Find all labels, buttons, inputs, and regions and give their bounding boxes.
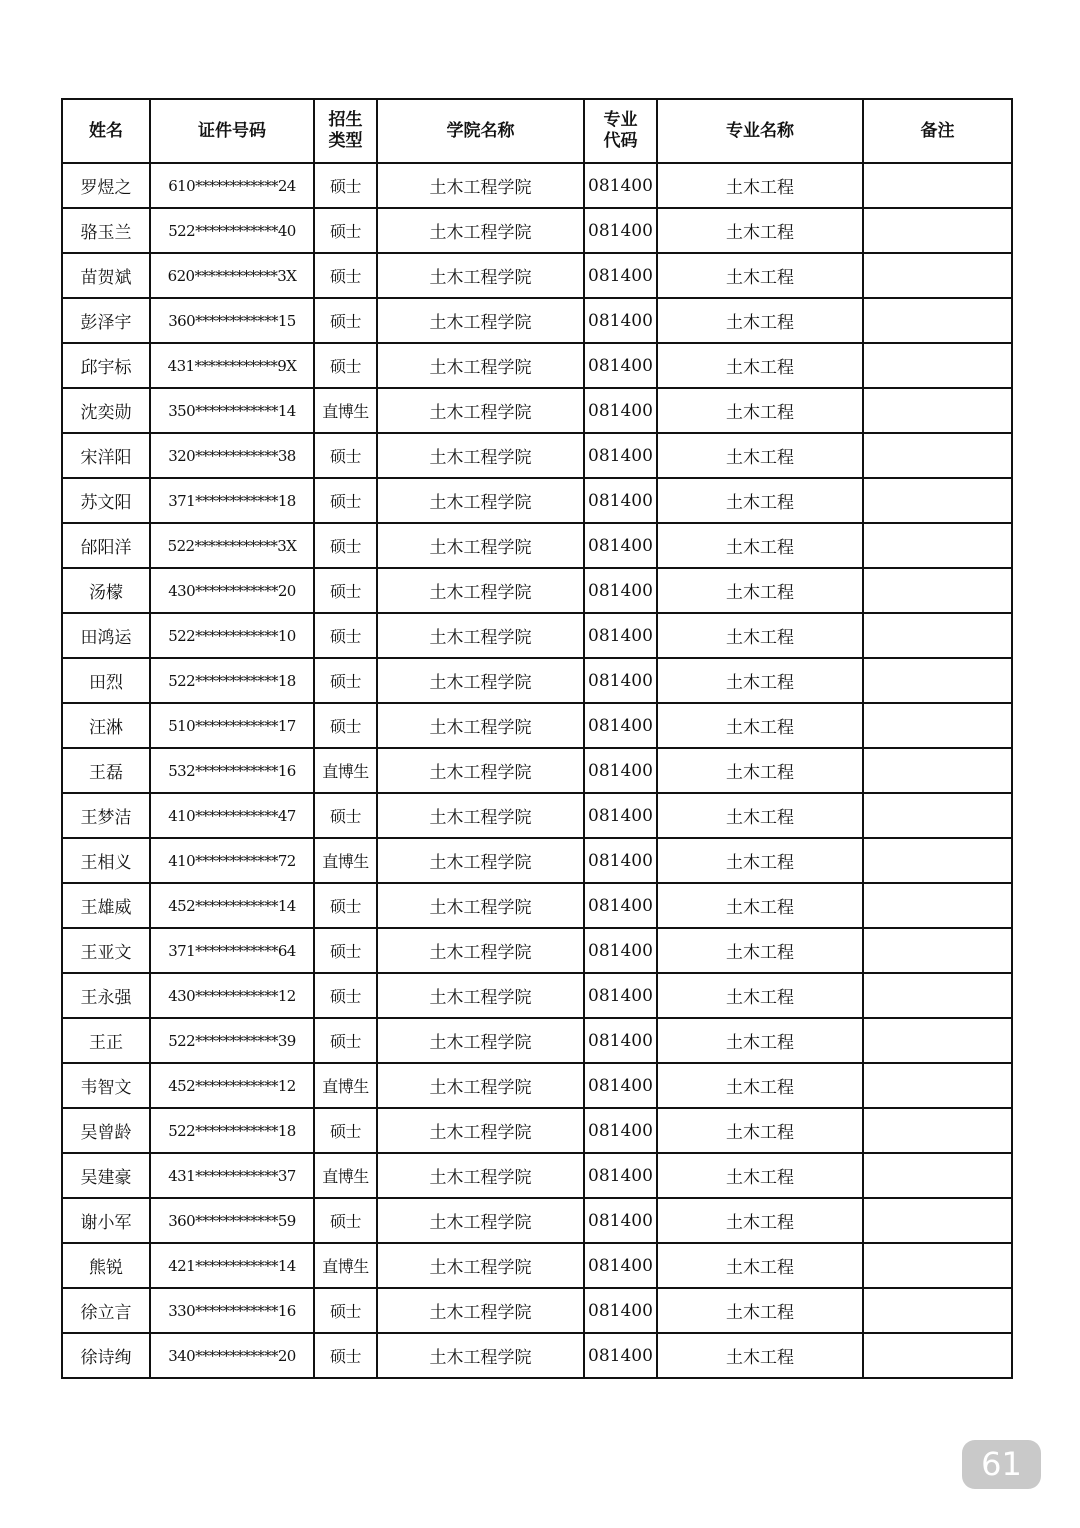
major-code-cell: 081400: [584, 883, 657, 928]
admission-type-cell: 硕士: [314, 928, 377, 973]
major-name-cell: 土木工程: [657, 658, 863, 703]
name-cell: 邰阳洋: [62, 523, 150, 568]
name-cell: 骆玉兰: [62, 208, 150, 253]
major-code-cell: 081400: [584, 703, 657, 748]
note-cell: [863, 388, 1012, 433]
major-name-cell: 土木工程: [657, 298, 863, 343]
admission-type-cell: 直博生: [314, 1153, 377, 1198]
table-row: [62, 478, 1012, 523]
table-row: [62, 1018, 1012, 1063]
table-row: [62, 163, 1012, 208]
college-cell: 土木工程学院: [377, 478, 584, 523]
header-id-number: 证件号码: [150, 99, 314, 163]
table-row: [62, 253, 1012, 298]
table-row: [62, 1063, 1012, 1108]
admission-type-cell: 直博生: [314, 1063, 377, 1108]
name-cell: 罗煜之: [62, 163, 150, 208]
name-cell: 苏文阳: [62, 478, 150, 523]
college-cell: 土木工程学院: [377, 253, 584, 298]
table-row: [62, 793, 1012, 838]
major-code-cell: 081400: [584, 928, 657, 973]
id-number-cell: 330************16: [150, 1288, 314, 1333]
table-row: [62, 1198, 1012, 1243]
major-name-cell: 土木工程: [657, 703, 863, 748]
id-number-cell: 430************20: [150, 568, 314, 613]
table-row: [62, 613, 1012, 658]
major-name-cell: 土木工程: [657, 478, 863, 523]
name-cell: 吴曾龄: [62, 1108, 150, 1153]
table-row: [62, 1108, 1012, 1153]
college-cell: 土木工程学院: [377, 658, 584, 703]
note-cell: [863, 1243, 1012, 1288]
name-cell: 谢小军: [62, 1198, 150, 1243]
table-row: [62, 1288, 1012, 1333]
note-cell: [863, 1198, 1012, 1243]
page-number-badge: 61: [962, 1440, 1041, 1489]
major-code-cell: 081400: [584, 1243, 657, 1288]
name-cell: 熊锐: [62, 1243, 150, 1288]
name-cell: 王亚文: [62, 928, 150, 973]
admission-type-cell: 硕士: [314, 208, 377, 253]
major-name-cell: 土木工程: [657, 1333, 863, 1378]
name-cell: 王正: [62, 1018, 150, 1063]
college-cell: 土木工程学院: [377, 973, 584, 1018]
admission-type-cell: 硕士: [314, 568, 377, 613]
major-code-cell: 081400: [584, 1288, 657, 1333]
id-number-cell: 410************47: [150, 793, 314, 838]
note-cell: [863, 838, 1012, 883]
college-cell: 土木工程学院: [377, 388, 584, 433]
name-cell: 王雄威: [62, 883, 150, 928]
table-row: [62, 568, 1012, 613]
table-row: [62, 973, 1012, 1018]
major-name-cell: 土木工程: [657, 928, 863, 973]
name-cell: 宋洋阳: [62, 433, 150, 478]
college-cell: 土木工程学院: [377, 433, 584, 478]
admission-type-cell: 硕士: [314, 163, 377, 208]
note-cell: [863, 1153, 1012, 1198]
id-number-cell: 360************15: [150, 298, 314, 343]
admission-type-cell: 硕士: [314, 1108, 377, 1153]
major-name-cell: 土木工程: [657, 973, 863, 1018]
note-cell: [863, 568, 1012, 613]
college-cell: 土木工程学院: [377, 1063, 584, 1108]
college-cell: 土木工程学院: [377, 1153, 584, 1198]
college-cell: 土木工程学院: [377, 343, 584, 388]
name-cell: 田鸿运: [62, 613, 150, 658]
major-code-cell: 081400: [584, 298, 657, 343]
note-cell: [863, 658, 1012, 703]
college-cell: 土木工程学院: [377, 838, 584, 883]
major-name-cell: 土木工程: [657, 1108, 863, 1153]
major-code-cell: 081400: [584, 1198, 657, 1243]
major-code-cell: 081400: [584, 613, 657, 658]
major-name-cell: 土木工程: [657, 793, 863, 838]
note-cell: [863, 253, 1012, 298]
admission-type-cell: 直博生: [314, 748, 377, 793]
admission-type-cell: 硕士: [314, 703, 377, 748]
name-cell: 王永强: [62, 973, 150, 1018]
college-cell: 土木工程学院: [377, 208, 584, 253]
admission-type-cell: 硕士: [314, 478, 377, 523]
major-name-cell: 土木工程: [657, 1288, 863, 1333]
name-cell: 彭泽宇: [62, 298, 150, 343]
major-name-cell: 土木工程: [657, 883, 863, 928]
major-name-cell: 土木工程: [657, 1018, 863, 1063]
id-number-cell: 430************12: [150, 973, 314, 1018]
major-code-cell: 081400: [584, 523, 657, 568]
note-cell: [863, 1018, 1012, 1063]
college-cell: 土木工程学院: [377, 928, 584, 973]
name-cell: 王梦洁: [62, 793, 150, 838]
college-cell: 土木工程学院: [377, 298, 584, 343]
name-cell: 邱宇标: [62, 343, 150, 388]
id-number-cell: 410************72: [150, 838, 314, 883]
table-body: [62, 163, 1012, 1378]
major-code-cell: 081400: [584, 163, 657, 208]
table-row: [62, 1333, 1012, 1378]
id-number-cell: 371************64: [150, 928, 314, 973]
name-cell: 徐立言: [62, 1288, 150, 1333]
major-code-cell: 081400: [584, 1333, 657, 1378]
major-code-cell: 081400: [584, 388, 657, 433]
major-code-cell: 081400: [584, 433, 657, 478]
note-cell: [863, 793, 1012, 838]
table-row: [62, 748, 1012, 793]
id-number-cell: 360************59: [150, 1198, 314, 1243]
admission-type-cell: 硕士: [314, 1198, 377, 1243]
admission-type-cell: 硕士: [314, 1288, 377, 1333]
major-name-cell: 土木工程: [657, 1153, 863, 1198]
id-number-cell: 452************12: [150, 1063, 314, 1108]
table-row: [62, 928, 1012, 973]
college-cell: 土木工程学院: [377, 613, 584, 658]
note-cell: [863, 1333, 1012, 1378]
id-number-cell: 522************18: [150, 1108, 314, 1153]
major-code-cell: 081400: [584, 1108, 657, 1153]
college-cell: 土木工程学院: [377, 163, 584, 208]
college-cell: 土木工程学院: [377, 523, 584, 568]
note-cell: [863, 433, 1012, 478]
name-cell: 韦智文: [62, 1063, 150, 1108]
name-cell: 汤檬: [62, 568, 150, 613]
table-row: [62, 433, 1012, 478]
admission-type-cell: 硕士: [314, 973, 377, 1018]
id-number-cell: 431************9X: [150, 343, 314, 388]
id-number-cell: 350************14: [150, 388, 314, 433]
major-code-cell: 081400: [584, 343, 657, 388]
admission-type-cell: 硕士: [314, 658, 377, 703]
admission-type-cell: 硕士: [314, 613, 377, 658]
major-code-cell: 081400: [584, 838, 657, 883]
college-cell: 土木工程学院: [377, 1018, 584, 1063]
major-name-cell: 土木工程: [657, 748, 863, 793]
id-number-cell: 522************10: [150, 613, 314, 658]
admission-type-cell: 直博生: [314, 838, 377, 883]
major-name-cell: 土木工程: [657, 613, 863, 658]
note-cell: [863, 883, 1012, 928]
name-cell: 吴建豪: [62, 1153, 150, 1198]
major-name-cell: 土木工程: [657, 208, 863, 253]
note-cell: [863, 703, 1012, 748]
name-cell: 沈奕勋: [62, 388, 150, 433]
table-row: [62, 208, 1012, 253]
table-row: [62, 523, 1012, 568]
id-number-cell: 522************18: [150, 658, 314, 703]
note-cell: [863, 523, 1012, 568]
table-row: [62, 658, 1012, 703]
admission-type-cell: 硕士: [314, 523, 377, 568]
major-code-cell: 081400: [584, 253, 657, 298]
table-row: [62, 388, 1012, 433]
admission-type-cell: 硕士: [314, 883, 377, 928]
college-cell: 土木工程学院: [377, 883, 584, 928]
college-cell: 土木工程学院: [377, 703, 584, 748]
table-row: [62, 883, 1012, 928]
major-name-cell: 土木工程: [657, 838, 863, 883]
major-code-cell: 081400: [584, 748, 657, 793]
note-cell: [863, 298, 1012, 343]
major-code-cell: 081400: [584, 973, 657, 1018]
name-cell: 王磊: [62, 748, 150, 793]
admission-type-cell: 直博生: [314, 388, 377, 433]
major-name-cell: 土木工程: [657, 568, 863, 613]
id-number-cell: 340************20: [150, 1333, 314, 1378]
note-cell: [863, 343, 1012, 388]
name-cell: 苗贺斌: [62, 253, 150, 298]
table-row: [62, 838, 1012, 883]
major-code-cell: 081400: [584, 793, 657, 838]
table-row: [62, 298, 1012, 343]
header-row: [62, 99, 1012, 163]
table-row: [62, 1243, 1012, 1288]
admission-type-cell: 硕士: [314, 1333, 377, 1378]
admission-type-cell: 硕士: [314, 793, 377, 838]
major-name-cell: 土木工程: [657, 253, 863, 298]
major-code-cell: 081400: [584, 658, 657, 703]
id-number-cell: 452************14: [150, 883, 314, 928]
header-major-name: 专业名称: [657, 99, 863, 163]
id-number-cell: 522************3X: [150, 523, 314, 568]
major-name-cell: 土木工程: [657, 343, 863, 388]
table-row: [62, 343, 1012, 388]
major-code-cell: 081400: [584, 478, 657, 523]
note-cell: [863, 208, 1012, 253]
id-number-cell: 620************3X: [150, 253, 314, 298]
table-row: [62, 1153, 1012, 1198]
note-cell: [863, 748, 1012, 793]
major-name-cell: 土木工程: [657, 163, 863, 208]
major-code-cell: 081400: [584, 1063, 657, 1108]
college-cell: 土木工程学院: [377, 748, 584, 793]
table-row: [62, 703, 1012, 748]
admission-type-cell: 硕士: [314, 433, 377, 478]
id-number-cell: 371************18: [150, 478, 314, 523]
note-cell: [863, 1063, 1012, 1108]
id-number-cell: 522************39: [150, 1018, 314, 1063]
major-name-cell: 土木工程: [657, 1198, 863, 1243]
id-number-cell: 532************16: [150, 748, 314, 793]
major-name-cell: 土木工程: [657, 523, 863, 568]
major-code-cell: 081400: [584, 208, 657, 253]
college-cell: 土木工程学院: [377, 1333, 584, 1378]
admission-type-cell: 硕士: [314, 1018, 377, 1063]
id-number-cell: 522************40: [150, 208, 314, 253]
name-cell: 徐诗绚: [62, 1333, 150, 1378]
major-name-cell: 土木工程: [657, 433, 863, 478]
note-cell: [863, 613, 1012, 658]
college-cell: 土木工程学院: [377, 793, 584, 838]
note-cell: [863, 1288, 1012, 1333]
id-number-cell: 510************17: [150, 703, 314, 748]
note-cell: [863, 163, 1012, 208]
roster-table: [61, 98, 1013, 1379]
college-cell: 土木工程学院: [377, 1108, 584, 1153]
id-number-cell: 421************14: [150, 1243, 314, 1288]
college-cell: 土木工程学院: [377, 1198, 584, 1243]
note-cell: [863, 478, 1012, 523]
college-cell: 土木工程学院: [377, 1243, 584, 1288]
header-note: 备注: [863, 99, 1012, 163]
major-code-cell: 081400: [584, 1018, 657, 1063]
admission-type-cell: 硕士: [314, 253, 377, 298]
header-admission-type: 招生类型: [314, 99, 377, 163]
major-code-cell: 081400: [584, 1153, 657, 1198]
major-name-cell: 土木工程: [657, 1063, 863, 1108]
name-cell: 王相义: [62, 838, 150, 883]
admission-type-cell: 硕士: [314, 343, 377, 388]
header-name: 姓名: [62, 99, 150, 163]
admission-type-cell: 直博生: [314, 1243, 377, 1288]
college-cell: 土木工程学院: [377, 1288, 584, 1333]
college-cell: 土木工程学院: [377, 568, 584, 613]
name-cell: 汪淋: [62, 703, 150, 748]
name-cell: 田烈: [62, 658, 150, 703]
note-cell: [863, 973, 1012, 1018]
id-number-cell: 610************24: [150, 163, 314, 208]
major-code-cell: 081400: [584, 568, 657, 613]
id-number-cell: 431************37: [150, 1153, 314, 1198]
header-major-code: 专业代码: [584, 99, 657, 163]
header-college: 学院名称: [377, 99, 584, 163]
major-name-cell: 土木工程: [657, 388, 863, 433]
admission-type-cell: 硕士: [314, 298, 377, 343]
note-cell: [863, 928, 1012, 973]
note-cell: [863, 1108, 1012, 1153]
id-number-cell: 320************38: [150, 433, 314, 478]
major-name-cell: 土木工程: [657, 1243, 863, 1288]
